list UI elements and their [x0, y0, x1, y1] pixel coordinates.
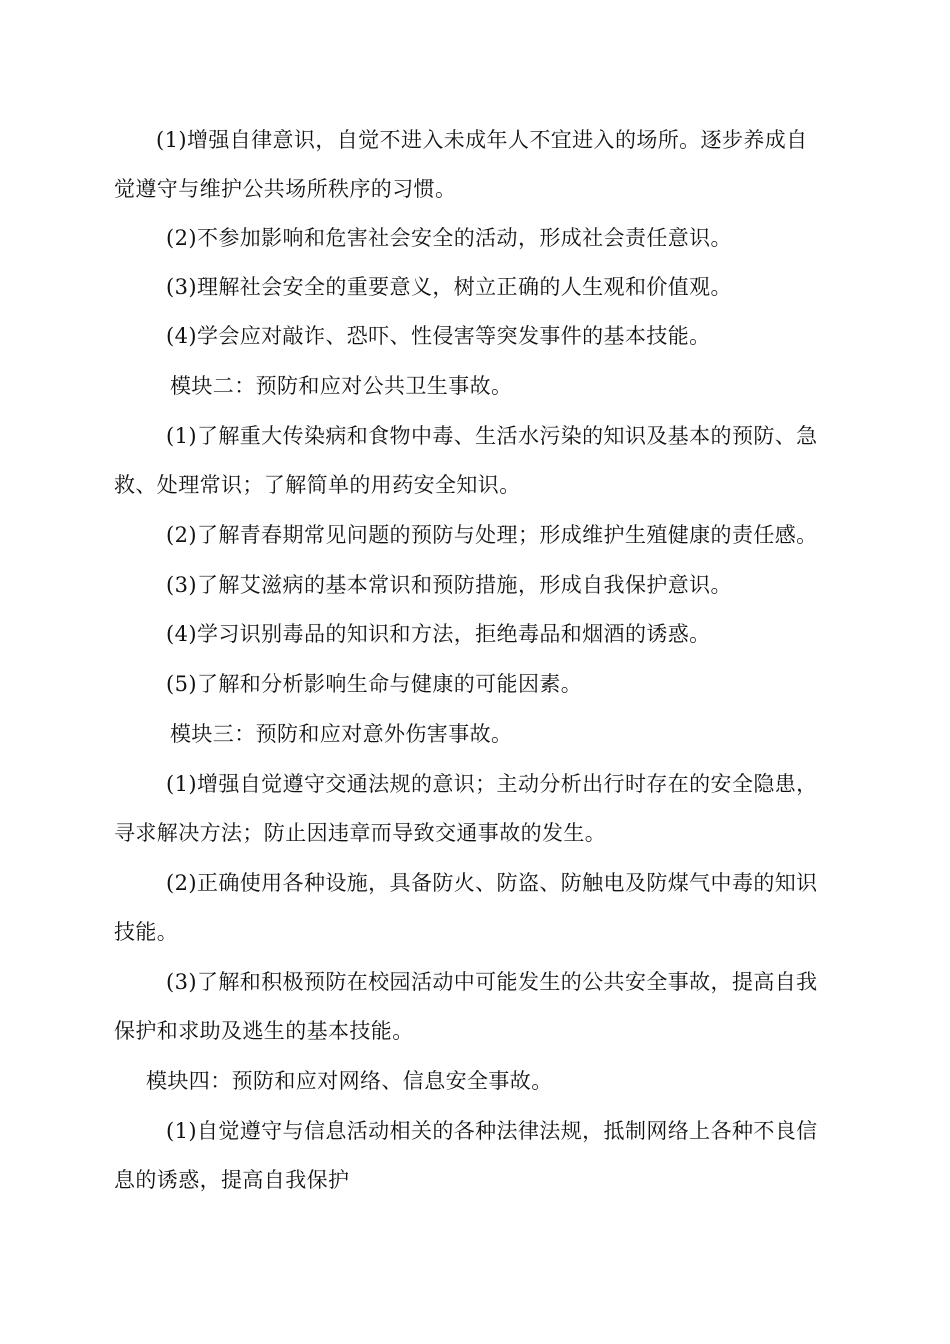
paragraph-3-line-1: (3)理解社会安全的重要意义，树立正确的人生观和价值观。 — [166, 275, 732, 299]
paragraph-8-line-1: (3)了解艾滋病的基本常识和预防措施，形成自我保护意识。 — [166, 573, 732, 597]
paragraph-1-line-2: 觉遵守与维护公共场所秩序的习惯。 — [114, 177, 457, 201]
paragraph-16-line-2: 息的诱惑，提高自我保护 — [114, 1168, 350, 1192]
paragraph-13-line-2: 技能。 — [114, 920, 179, 944]
paragraph-13-line-1: (2)正确使用各种设施，具备防火、防盗、防触电及防煤气中毒的知识 — [166, 871, 818, 895]
paragraph-16-line-1: (1)自觉遵守与信息活动相关的各种法律法规，抵制网络上各种不良信 — [166, 1119, 818, 1143]
paragraph-4-line-1: (4)学会应对敲诈、恐吓、性侵害等突发事件的基本技能。 — [166, 324, 711, 348]
module-3-heading: 模块三：预防和应对意外伤害事故。 — [170, 722, 513, 746]
paragraph-14-line-2: 保护和求助及逃生的基本技能。 — [114, 1019, 414, 1043]
paragraph-10-line-1: (5)了解和分析影响生命与健康的可能因素。 — [166, 672, 583, 696]
paragraph-1-line-1: (1)增强自律意识，自觉不进入未成年人不宜进入的场所。逐步养成自 — [156, 128, 808, 152]
paragraph-6-line-1: (1)了解重大传染病和食物中毒、生活水污染的知识及基本的预防、急 — [166, 424, 818, 448]
paragraph-12-line-2: 寻求解决方法；防止因违章而导致交通事故的发生。 — [114, 821, 607, 845]
paragraph-6-line-2: 救、处理常识；了解简单的用药安全知识。 — [114, 473, 521, 497]
paragraph-2-line-1: (2)不参加影响和危害社会安全的活动，形成社会责任意识。 — [166, 226, 732, 250]
module-2-heading: 模块二：预防和应对公共卫生事故。 — [170, 374, 513, 398]
paragraph-14-line-1: (3)了解和积极预防在校园活动中可能发生的公共安全事故，提高自我 — [166, 970, 818, 994]
paragraph-9-line-1: (4)学习识别毒品的知识和方法，拒绝毒品和烟酒的诱惑。 — [166, 622, 711, 646]
module-4-heading: 模块四：预防和应对网络、信息安全事故。 — [146, 1069, 553, 1093]
paragraph-7-line-1: (2)了解青春期常见问题的预防与处理；形成维护生殖健康的责任感。 — [166, 523, 818, 547]
paragraph-12-line-1: (1)增强自觉遵守交通法规的意识；主动分析出行时存在的安全隐患， — [166, 772, 818, 796]
